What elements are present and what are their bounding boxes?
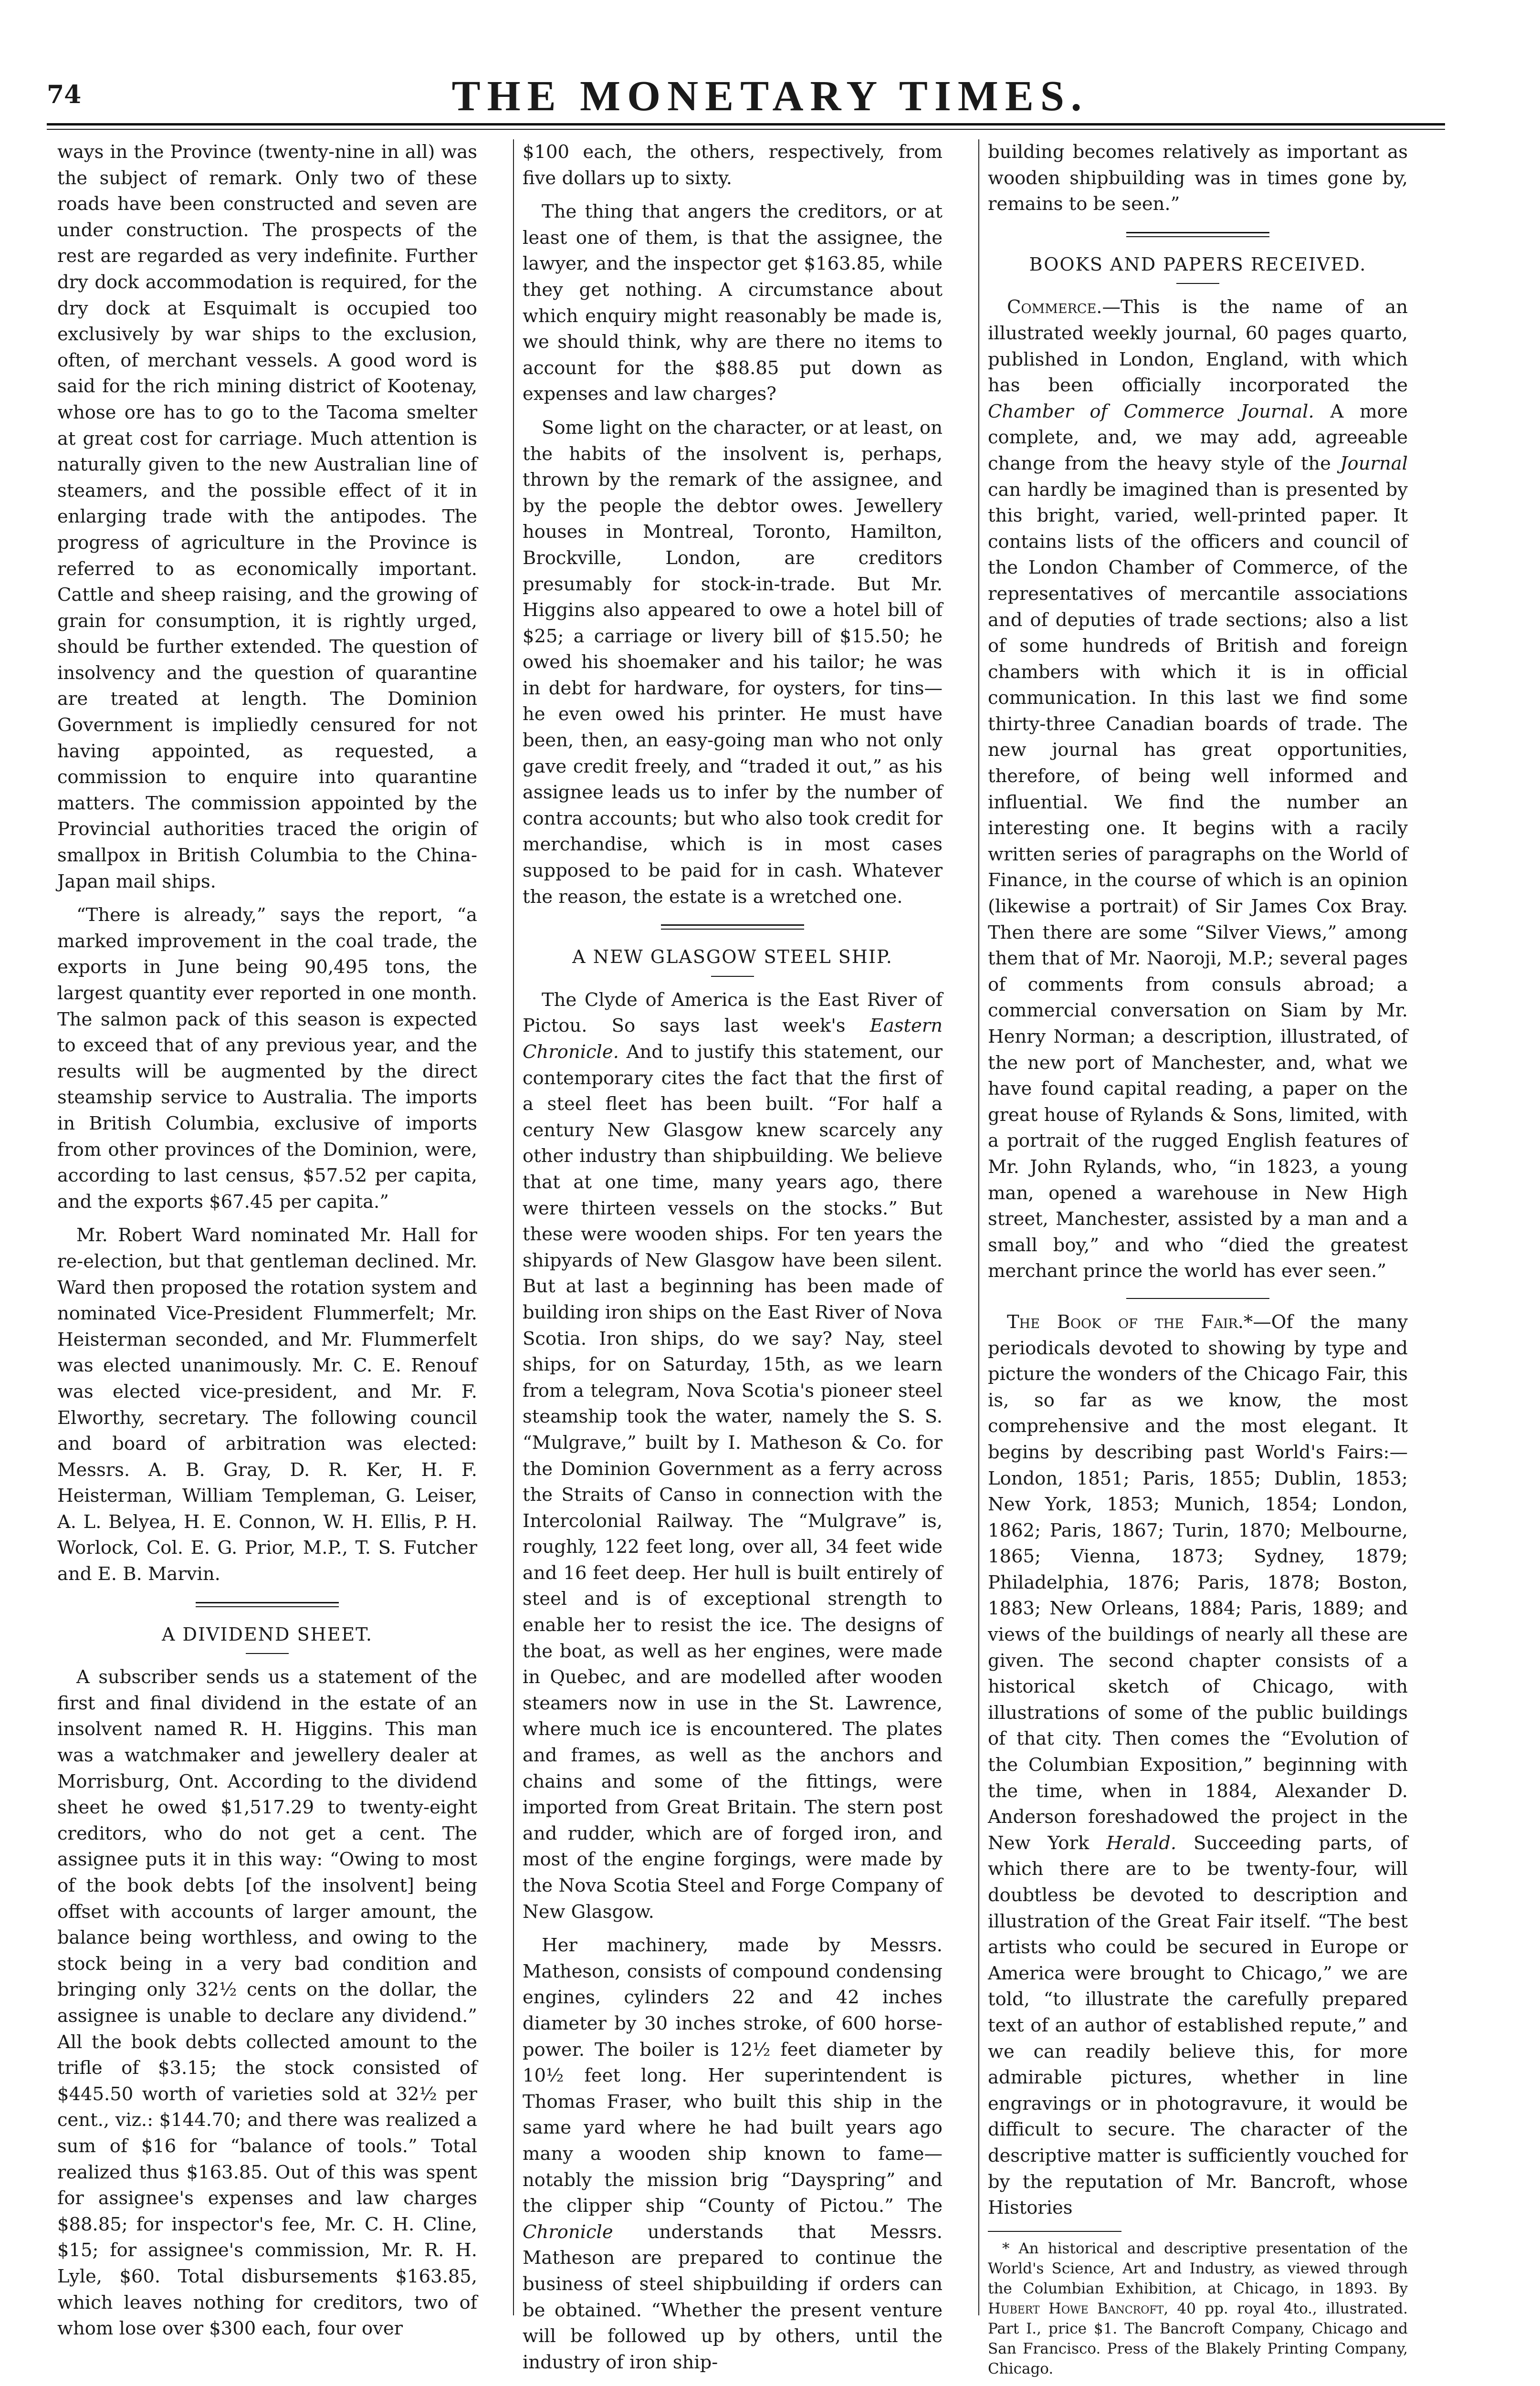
paragraph: Some light on the character, or at least, on the habits of the insolvent is, perhaps, thrown by the remark of the assignee, and by the people the debtor owes. Jewellery houses in Montreal, Toronto, Hamilton, Brockville, London, are creditors presumably for stock-in-trade. But Mr. Higgins also appeared to owe a hotel bill of $25; a carriage or livery bill of $15.50; he owed his shoemaker and his tailor; he was in debt for hardware, for oysters, for tins—he even owed his printer. He must have been, then, an easy-going man who not only gave credit freely, and “traded it out,” as his assignee leads us to infer by the number of contra accounts; but who also took credit for merchandise, which is in most cases supposed to be paid for in cash. Whatever the reason, the estate is a wretched one. (523, 417, 943, 908)
text-run: * An historical and descriptive presentation of the World's Science, Art and Industry, as viewed through the Columbian Exhibition, at Chicago, in 1893. By (988, 2239, 1408, 2297)
text-run: *—Of the many periodicals devoted to showing by type and picture the wonders of the Chicago Fair, this is, so far as we know, the most comprehensive and the most elegant. It begins by describing past World's Fairs:—London, 1851; Paris, 1855; Dublin, 1853; New York, 1853; Munich, 1854; London, 1862; Paris, 1867; Turin, 1870; Melbourne, 1865; Vienna, 1873; Sydney, 1879; Philadelphia, 1876; Paris, 1878; Boston, 1883; New Orleans, 1884; Paris, 1889; and views of the buildings of nearly all these are given. The second chapter consists of a historical sketch of Chicago, with illustrations of some of the public buildings of that city. Then comes the “Evolution of the Columbian Exposition,” beginning with the time, when in 1884, Alexander D. Anderson foreshadowed the project in the New York (988, 1311, 1408, 1854)
paragraph: The thing that angers the creditors, or at least one of them, is that the assignee, the lawyer, and the inspector get $163.85, while they get nothing. A circumstance about which enquiry might reasonably be made is, we should think, why are there no items to account for the $88.85 put down as expenses and law charges? (523, 201, 943, 405)
italic-title: Chronicle (523, 2221, 613, 2243)
paragraph (988, 1309, 1408, 2221)
section-rule (661, 924, 804, 926)
article-heading-books-papers: BOOKS AND PAPERS RECEIVED. (1029, 253, 1367, 275)
lead-word: Commerce. (1007, 296, 1102, 318)
heading-rule (246, 1653, 289, 1654)
text-run: And to justify this statement, our contemporary cites the fact that the first of a steel fleet has been built. “For half a century New Glasgow knew scarcely any other industry than shipbuilding. We believe that at one time, many years ago, there were thirteen vessels on the stocks.” But these were wooden ships. For ten years the shipyards of New Glasgow have been silent. But at last a beginning has been made of building iron ships on the East River of Nova Scotia. Iron ships, do we say? Nay, steel ships, for on Saturday, 15th, as we learn from a telegram, Nova Scotia's pioneer steel steamship took the water, namely the S. S. “Mulgrave,” built by I. Matheson & Co. for the Dominion Government as a ferry across the Straits of Canso in connection with the Intercolonial Railway. The “Mulgrave” is, roughly, 122 feet long, over all, 34 feet wide and 16 feet deep. Her hull is built entirely of steel and is of exceptional strength to enable her to resist the ice. The designs of the boat, as well as her engines, were made in Quebec, and are modelled after wooden steamers now in use in the St. Lawrence, where much ice is encountered. The plates and frames, as well as the anchors and chains and some of the fittings, were imported from Great Britain. The stern post and rudder, which are of forged iron, and most of the engine forgings, were made by the Nova Scotia Steel and Forge Company of New Glasgow. (523, 1041, 943, 1923)
paragraph: A subscriber sends us a statement of the first and final dividend in the estate of an insolvent named R. H. Higgins. This man was a watchmaker and jewellery dealer at Morrisburg, Ont. According to the dividend sheet he owed $1,517.29 to twenty-eight creditors, who do not get a cent. The assignee puts it in this way: “Owing to most of the book debts [of the insolvent] being offset with accounts of larger amount, the balance being worthless, and owing to the stock being in a very bad condition and bringing only 32½ cents on the dollar, the assignee is unable to declare any dividend.” All the book debts collected amount to the trifle of $3.15; the stock consisted of $445.50 worth of varieties sold at 32½ per cent., viz.: $144.70; and there was realized a sum of $16 for “balance of tools.” Total realized thus $163.85. Out of this was spent for assignee's expenses and law charges $88.85; for inspector's fee, Mr. C. H. Cline, $15; for assignee's commission, Mr. R. H. Lyle, $60. Total disbursements $163.85, which leaves nothing for creditors, two of whom lose over $300 each, four over (57, 1666, 477, 2340)
paragraph (988, 294, 1408, 1285)
paragraph (523, 987, 943, 1925)
paragraph: building becomes relatively as important as wooden shipbuilding was in times gone by, remains to be seen.” (988, 141, 1408, 215)
lead-word: The Book of the Fair. (1007, 1311, 1244, 1333)
page-number: 74 (47, 80, 82, 109)
header-rule-thin (47, 129, 1445, 130)
section-rule (1126, 1298, 1269, 1299)
section-rule (196, 1606, 339, 1607)
footnote-text (988, 2239, 1408, 2379)
paragraph: Mr. Robert Ward nominated Mr. Hall for re-election, but that gentleman declined. Mr. Ward then proposed the rotation system and nominated Vice-President Flummerfelt; Mr. Heisterman seconded, and Mr. Flummerfelt was elected unanimously. Mr. C. E. Renouf was elected vice-president, and Mr. F. Elworthy, secretary. The following council and board of arbitration was elected: Messrs. A. B. Gray, D. R. Ker, H. F. Heisterman, William Templeman, G. Leiser, A. L. Belyea, H. E. Connon, W. H. Ellis, P. H. Worlock, Col. E. G. Prior, M.P., T. S. Futcher and E. B. Marvin. (57, 1224, 477, 1585)
text-run: Her machinery, made by Messrs. Matheson, consists of compound condensing engines, cylinders 22 and 42 inches diameter by 30 inches stroke, of 600 horse-power. The boiler is 12½ feet diameter by 10½ feet long. Her superintendent is Thomas Fraser, who built this ship in the same yard where he had built years ago many a wooden ship known to fame—notably the mission brig “Dayspring” and the clipper ship “County of Pictou.” The (523, 1935, 943, 2217)
paragraph (523, 1933, 943, 2376)
header-rule (47, 123, 1445, 126)
article-heading-dividend-sheet: A DIVIDEND SHEET. (162, 1623, 373, 1645)
paragraph: “There is already,” says the report, “a marked improvement in the coal trade, the exports in June being 90,495 tons, the largest quantity ever reported in one month. The salmon pack of this season is expected to exceed that of any previous year, and the results will be augmented by the direct steamship service to Australia. The imports in British Columbia, exclusive of imports from other provinces of the Dominion, were, according to last census, $57.52 per capita, and the exports $67.45 per capita.” (57, 904, 477, 1213)
text-run: The Clyde of America is the East River of Pictou. So says last week's (523, 989, 943, 1037)
section-rule (661, 929, 804, 930)
column-3 (988, 139, 1408, 2377)
column-2 (523, 139, 943, 2373)
text-run: can hardly be imagined than is presented by this bright, varied, well-printed paper. It contains lists of the officers and council of the London Chamber of Commerce, of the representatives of mercantile associations and of deputies of trade sections; also a list of some hundreds of British and foreign chambers with which it is in official communication. In this last we find some thirty-three Canadian boards of trade. The new journal has great opportunities, therefore, of being well informed and influential. We find the number an interesting one. It begins with a racily written series of paragraphs on the World of Finance, in the course of which is an opinion (likewise a portrait) of Sir James Cox Bray. Then there are some “Silver Views,” among them that of Mr. Naoroji, M.P.; several pages of comments from consuls abroad; a commercial conversation on Siam by Mr. Henry Norman; a description, illustrated, of the new port of Manchester, and, what we have found capital reading, a paper on the great house of Rylands & Sons, limited, with a portrait of the rugged English features of Mr. John Rylands, who, “in 1823, a young man, opened a warehouse in New High street, Manchester, assisted by a man and a small boy,” and who “died the greatest merchant prince the world has ever seen.” (988, 479, 1408, 1282)
text-run: —This is the name of an illustrated weekly journal, 60 pages quarto, published in London, England, with which has been officially incorporated the (988, 296, 1408, 397)
author-name: Hubert Howe Bancroft (988, 2300, 1164, 2317)
section-rule (196, 1602, 339, 1603)
text-run: A more complete, and, we may add, agreeable change from the heavy style of the (988, 400, 1408, 474)
section-rule (1126, 232, 1269, 233)
text-run: , 40 pp. royal 4to., illustrated. Part I., price $1. The Bancroft Company, Chicago and San Francisco. Press of the Blakely Printing Company, Chicago. (988, 2300, 1408, 2377)
italic-title: Chamber of Commerce Journal. (988, 400, 1314, 422)
masthead-title: THE MONETARY TIMES. (451, 73, 1089, 120)
text-run: understands that Messrs. Matheson are prepared to continue the business of steel shipbuilding if orders can be obtained. “Whether the present venture will be followed up by others, until the industry of iron ship- (523, 2221, 943, 2373)
italic-title: Herald. (1106, 1832, 1177, 1854)
section-rule (1126, 236, 1269, 237)
column-1 (57, 139, 477, 2340)
heading-rule (1176, 283, 1219, 284)
article-heading-steel-ship: A NEW GLASGOW STEEL SHIP. (572, 946, 893, 968)
column-divider (978, 139, 979, 2315)
footnote-rule (988, 2231, 1121, 2232)
text-run: Succeeding parts, of which there are to be twenty-four, will doubtless be devoted to description and illustration of the Great Fair itself. “The best artists who could be secured in Europe or America were brought to Chicago,” we are told, “to illustrate the carefully prepared text of an author of established repute,” and we can readily believe this, for more admirable pictures, whether in line engravings or in photogravure, it would be difficult to secure. The character of the descriptive matter is sufficiently vouched for by the reputation of Mr. Bancroft, whose Histories (988, 1832, 1408, 2219)
footnote (988, 2239, 1408, 2379)
paragraph: $100 each, the others, respectively, from five dollars up to sixty. (523, 141, 943, 189)
heading-rule (711, 976, 754, 977)
column-divider (513, 139, 514, 2315)
paragraph: ways in the Province (twenty-nine in all) was the subject of remark. Only two of these roads have been constructed and seven are under construction. The prospects of the rest are regarded as very indefinite. Further dry dock accommodation is required, for the dry dock at Esquimalt is occupied too exclusively by war ships to the exclusion, often, of merchant vessels. A good word is said for the rich mining district of Kootenay, whose ore has to go to the Tacoma smelter at great cost for carriage. Much attention is naturally given to the new Australian line of steamers, and the possible effect of it in enlarging trade with the antipodes. The progress of agriculture in the Province is referred to as economically important. Cattle and sheep raising, and the growing of grain for consumption, it is rightly urged, should be further extended. The question of insolvency and the question of quarantine are treated at length. The Dominion Government is impliedly censured for not having appointed, as requested, a commission to enquire into quarantine matters. The commission appointed by the Provincial authorities traced the origin of smallpox in British Columbia to the China-Japan mail ships. (57, 141, 477, 892)
italic-title: Journal (1340, 452, 1408, 474)
italic-title: Eastern Chronicle. (523, 1015, 943, 1063)
